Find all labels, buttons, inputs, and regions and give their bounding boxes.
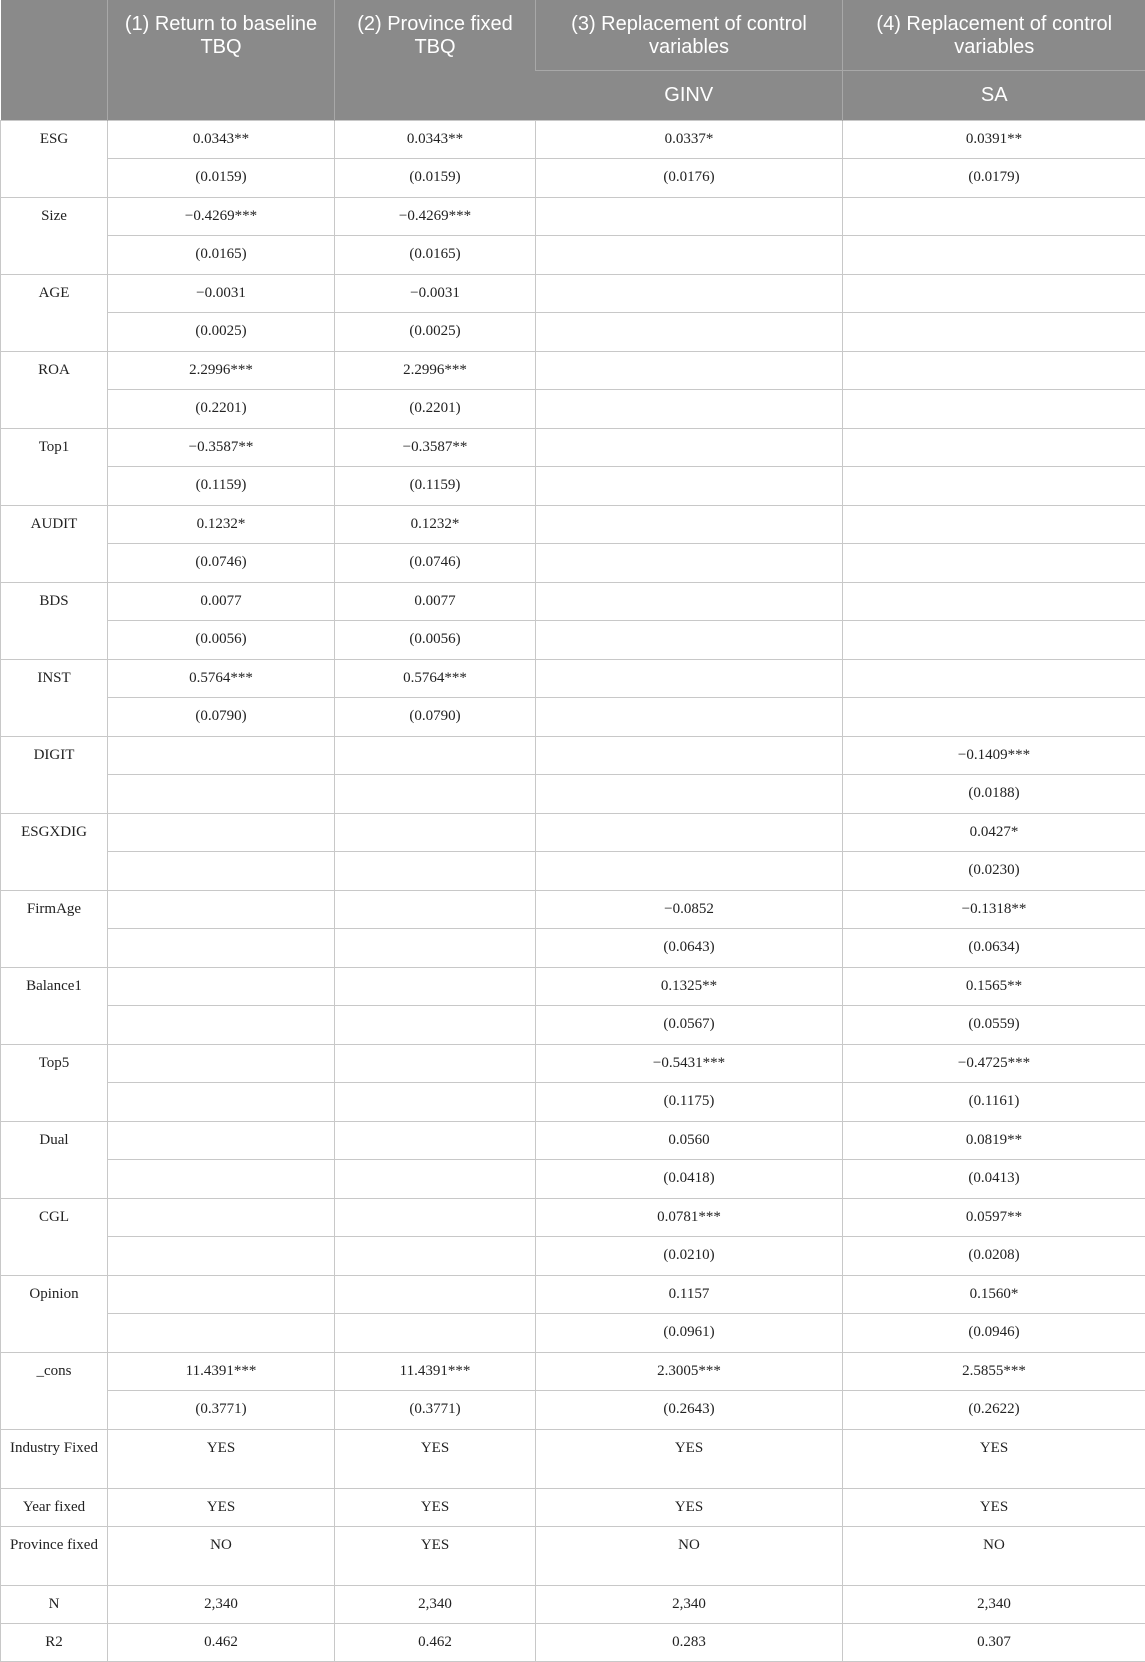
cell: YES: [536, 1488, 843, 1526]
table-row: [1, 1083, 1145, 1122]
header-col4: (4) Replacement of control variables: [843, 0, 1145, 70]
coef-cell: −0.4725***: [843, 1044, 1145, 1083]
se-cell: (0.0159): [108, 159, 335, 198]
se-cell: (0.0230): [843, 852, 1145, 891]
table-header: [1, 0, 1145, 120]
se-cell: (0.0179): [843, 159, 1145, 198]
table-body: [1, 120, 1145, 1429]
se-cell: (0.0961): [536, 1314, 843, 1353]
coef-cell: [843, 351, 1145, 390]
se-cell: [335, 1160, 536, 1199]
row-label: ROA: [1, 351, 108, 428]
table-row: [1, 390, 1145, 429]
row-label: AUDIT: [1, 505, 108, 582]
coef-cell: −0.1409***: [843, 736, 1145, 775]
row-label: INST: [1, 659, 108, 736]
table-row: [1, 505, 1145, 544]
se-cell: [536, 852, 843, 891]
header-sub4: SA: [843, 70, 1145, 120]
coef-cell: 2.2996***: [335, 351, 536, 390]
row-label: BDS: [1, 582, 108, 659]
table-row: [1, 929, 1145, 968]
row-label: Balance1: [1, 967, 108, 1044]
row-label: Dual: [1, 1121, 108, 1198]
header-corner: [1, 0, 108, 120]
table-row: [1, 852, 1145, 891]
se-cell: [108, 1314, 335, 1353]
cell: YES: [843, 1488, 1145, 1526]
coef-cell: [335, 1275, 536, 1314]
coef-cell: 0.0337*: [536, 120, 843, 159]
se-cell: [843, 390, 1145, 429]
footer-row-year: [1, 1488, 1145, 1526]
se-cell: [335, 1083, 536, 1122]
coef-cell: [843, 197, 1145, 236]
se-cell: (0.0025): [108, 313, 335, 352]
table-row: [1, 428, 1145, 467]
row-label: DIGIT: [1, 736, 108, 813]
se-cell: [843, 236, 1145, 275]
se-cell: (0.0188): [843, 775, 1145, 814]
row-label: ESG: [1, 120, 108, 197]
row-label: ESGXDIG: [1, 813, 108, 890]
se-cell: [843, 621, 1145, 660]
se-cell: (0.0946): [843, 1314, 1145, 1353]
coef-cell: −0.0031: [108, 274, 335, 313]
row-label: Top1: [1, 428, 108, 505]
se-cell: [843, 544, 1145, 583]
se-cell: [108, 1006, 335, 1045]
cell: 0.462: [108, 1623, 335, 1661]
cell: YES: [536, 1429, 843, 1488]
se-cell: (0.0056): [108, 621, 335, 660]
coef-cell: [335, 736, 536, 775]
footer-row-province: [1, 1526, 1145, 1585]
table-row: [1, 1044, 1145, 1083]
row-label: _cons: [1, 1352, 108, 1429]
coef-cell: [108, 890, 335, 929]
se-cell: (0.0643): [536, 929, 843, 968]
coef-cell: 0.0427*: [843, 813, 1145, 852]
se-cell: [335, 852, 536, 891]
se-cell: (0.0418): [536, 1160, 843, 1199]
cell: NO: [108, 1526, 335, 1585]
cell: 2,340: [108, 1585, 335, 1623]
se-cell: (0.3771): [108, 1391, 335, 1430]
table-row: [1, 621, 1145, 660]
cell: 2,340: [843, 1585, 1145, 1623]
coef-cell: −0.1318**: [843, 890, 1145, 929]
coef-cell: 0.1560*: [843, 1275, 1145, 1314]
table-row: [1, 1006, 1145, 1045]
coef-cell: [843, 582, 1145, 621]
coef-cell: [108, 1044, 335, 1083]
se-cell: [335, 1006, 536, 1045]
se-cell: [843, 467, 1145, 506]
table-row: [1, 1237, 1145, 1276]
se-cell: (0.0210): [536, 1237, 843, 1276]
coef-cell: [335, 890, 536, 929]
se-cell: (0.2643): [536, 1391, 843, 1430]
footer-row-r2: [1, 1623, 1145, 1661]
se-cell: [335, 929, 536, 968]
se-cell: (0.0056): [335, 621, 536, 660]
se-cell: (0.0413): [843, 1160, 1145, 1199]
row-label: FirmAge: [1, 890, 108, 967]
cell: YES: [335, 1488, 536, 1526]
cell: YES: [108, 1488, 335, 1526]
se-cell: [536, 544, 843, 583]
coef-cell: 11.4391***: [108, 1352, 335, 1391]
se-cell: [536, 775, 843, 814]
se-cell: (0.0634): [843, 929, 1145, 968]
coef-cell: [335, 967, 536, 1006]
coef-cell: [536, 351, 843, 390]
se-cell: [843, 698, 1145, 737]
table-row: [1, 274, 1145, 313]
coef-cell: 0.0781***: [536, 1198, 843, 1237]
coef-cell: −0.0031: [335, 274, 536, 313]
row-label: N: [1, 1585, 108, 1623]
coef-cell: [843, 659, 1145, 698]
se-cell: (0.2622): [843, 1391, 1145, 1430]
table-row: [1, 890, 1145, 929]
cell: YES: [843, 1429, 1145, 1488]
header-col2: (2) Province fixed TBQ: [335, 0, 536, 120]
cell: YES: [335, 1429, 536, 1488]
cell: 0.462: [335, 1623, 536, 1661]
row-label: Opinion: [1, 1275, 108, 1352]
cell: 0.283: [536, 1623, 843, 1661]
table-row: [1, 967, 1145, 1006]
table-row: [1, 1391, 1145, 1430]
coef-cell: 0.1565**: [843, 967, 1145, 1006]
header-col3: (3) Replacement of control variables: [536, 0, 843, 70]
coef-cell: [108, 1198, 335, 1237]
table-row: [1, 351, 1145, 390]
cell: YES: [108, 1429, 335, 1488]
row-label: R2: [1, 1623, 108, 1661]
table-row: [1, 1160, 1145, 1199]
se-cell: [536, 467, 843, 506]
table-row: [1, 1198, 1145, 1237]
cell: NO: [536, 1526, 843, 1585]
se-cell: (0.0790): [108, 698, 335, 737]
coef-cell: [108, 736, 335, 775]
coef-cell: 0.0560: [536, 1121, 843, 1160]
coef-cell: −0.4269***: [335, 197, 536, 236]
se-cell: (0.1175): [536, 1083, 843, 1122]
se-cell: (0.0025): [335, 313, 536, 352]
coef-cell: 11.4391***: [335, 1352, 536, 1391]
coef-cell: [335, 813, 536, 852]
table-row: [1, 467, 1145, 506]
se-cell: [108, 1160, 335, 1199]
coef-cell: [536, 659, 843, 698]
table-row: [1, 659, 1145, 698]
se-cell: [108, 929, 335, 968]
coef-cell: [536, 736, 843, 775]
coef-cell: [335, 1198, 536, 1237]
coef-cell: [843, 428, 1145, 467]
cell: 0.307: [843, 1623, 1145, 1661]
coef-cell: −0.4269***: [108, 197, 335, 236]
table-footer: [1, 1429, 1145, 1661]
se-cell: [108, 852, 335, 891]
coef-cell: [108, 1121, 335, 1160]
se-cell: (0.0165): [108, 236, 335, 275]
se-cell: (0.0176): [536, 159, 843, 198]
coef-cell: −0.3587**: [335, 428, 536, 467]
table-row: [1, 736, 1145, 775]
coef-cell: [536, 582, 843, 621]
se-cell: [536, 621, 843, 660]
se-cell: [536, 698, 843, 737]
se-cell: [843, 313, 1145, 352]
table-row: [1, 775, 1145, 814]
coef-cell: 2.2996***: [108, 351, 335, 390]
header-sub3: GINV: [536, 70, 843, 120]
table-row: [1, 1352, 1145, 1391]
table-row: [1, 1314, 1145, 1353]
row-label: Top5: [1, 1044, 108, 1121]
coef-cell: 2.5855***: [843, 1352, 1145, 1391]
coef-cell: [108, 813, 335, 852]
coef-cell: 2.3005***: [536, 1352, 843, 1391]
se-cell: (0.0746): [108, 544, 335, 583]
table-row: [1, 236, 1145, 275]
coef-cell: [335, 1121, 536, 1160]
se-cell: (0.1159): [108, 467, 335, 506]
se-cell: (0.1159): [335, 467, 536, 506]
se-cell: (0.0567): [536, 1006, 843, 1045]
table-row: [1, 544, 1145, 583]
cell: 2,340: [536, 1585, 843, 1623]
table-row: [1, 813, 1145, 852]
se-cell: (0.0746): [335, 544, 536, 583]
coef-cell: 0.0343**: [108, 120, 335, 159]
coef-cell: 0.0819**: [843, 1121, 1145, 1160]
table-row: [1, 1275, 1145, 1314]
coef-cell: [108, 967, 335, 1006]
coef-cell: 0.0343**: [335, 120, 536, 159]
coef-cell: −0.5431***: [536, 1044, 843, 1083]
coef-cell: 0.1232*: [335, 505, 536, 544]
coef-cell: [536, 274, 843, 313]
se-cell: (0.0165): [335, 236, 536, 275]
table-row: [1, 159, 1145, 198]
se-cell: [536, 390, 843, 429]
row-label: AGE: [1, 274, 108, 351]
coef-cell: 0.1232*: [108, 505, 335, 544]
coef-cell: −0.0852: [536, 890, 843, 929]
coef-cell: [843, 505, 1145, 544]
se-cell: [335, 1237, 536, 1276]
footer-row-industry: [1, 1429, 1145, 1488]
se-cell: (0.2201): [108, 390, 335, 429]
se-cell: [536, 313, 843, 352]
coef-cell: 0.0597**: [843, 1198, 1145, 1237]
coef-cell: 0.0391**: [843, 120, 1145, 159]
se-cell: (0.3771): [335, 1391, 536, 1430]
se-cell: [108, 1237, 335, 1276]
footer-row-n: [1, 1585, 1145, 1623]
coef-cell: [536, 505, 843, 544]
coef-cell: 0.1157: [536, 1275, 843, 1314]
coef-cell: [108, 1275, 335, 1314]
table-row: [1, 698, 1145, 737]
coef-cell: [335, 1044, 536, 1083]
coef-cell: 0.0077: [108, 582, 335, 621]
se-cell: [108, 775, 335, 814]
row-label: Size: [1, 197, 108, 274]
row-label: Province fixed: [1, 1526, 108, 1585]
row-label: CGL: [1, 1198, 108, 1275]
se-cell: (0.2201): [335, 390, 536, 429]
se-cell: [108, 1083, 335, 1122]
coef-cell: [536, 813, 843, 852]
coef-cell: −0.3587**: [108, 428, 335, 467]
se-cell: [335, 1314, 536, 1353]
se-cell: (0.0159): [335, 159, 536, 198]
se-cell: (0.0559): [843, 1006, 1145, 1045]
se-cell: [335, 775, 536, 814]
coef-cell: 0.5764***: [108, 659, 335, 698]
cell: 2,340: [335, 1585, 536, 1623]
se-cell: [536, 236, 843, 275]
row-label: Year fixed: [1, 1488, 108, 1526]
coef-cell: [843, 274, 1145, 313]
table-row: [1, 1121, 1145, 1160]
se-cell: (0.0208): [843, 1237, 1145, 1276]
table-row: [1, 120, 1145, 159]
header-col1: (1) Return to baseline TBQ: [108, 0, 335, 120]
coef-cell: 0.5764***: [335, 659, 536, 698]
table-row: [1, 197, 1145, 236]
se-cell: (0.1161): [843, 1083, 1145, 1122]
table-row: [1, 313, 1145, 352]
coef-cell: 0.1325**: [536, 967, 843, 1006]
se-cell: (0.0790): [335, 698, 536, 737]
cell: YES: [335, 1526, 536, 1585]
coef-cell: [536, 197, 843, 236]
row-label: Industry Fixed: [1, 1429, 108, 1488]
cell: NO: [843, 1526, 1145, 1585]
coef-cell: 0.0077: [335, 582, 536, 621]
coef-cell: [536, 428, 843, 467]
table-row: [1, 582, 1145, 621]
